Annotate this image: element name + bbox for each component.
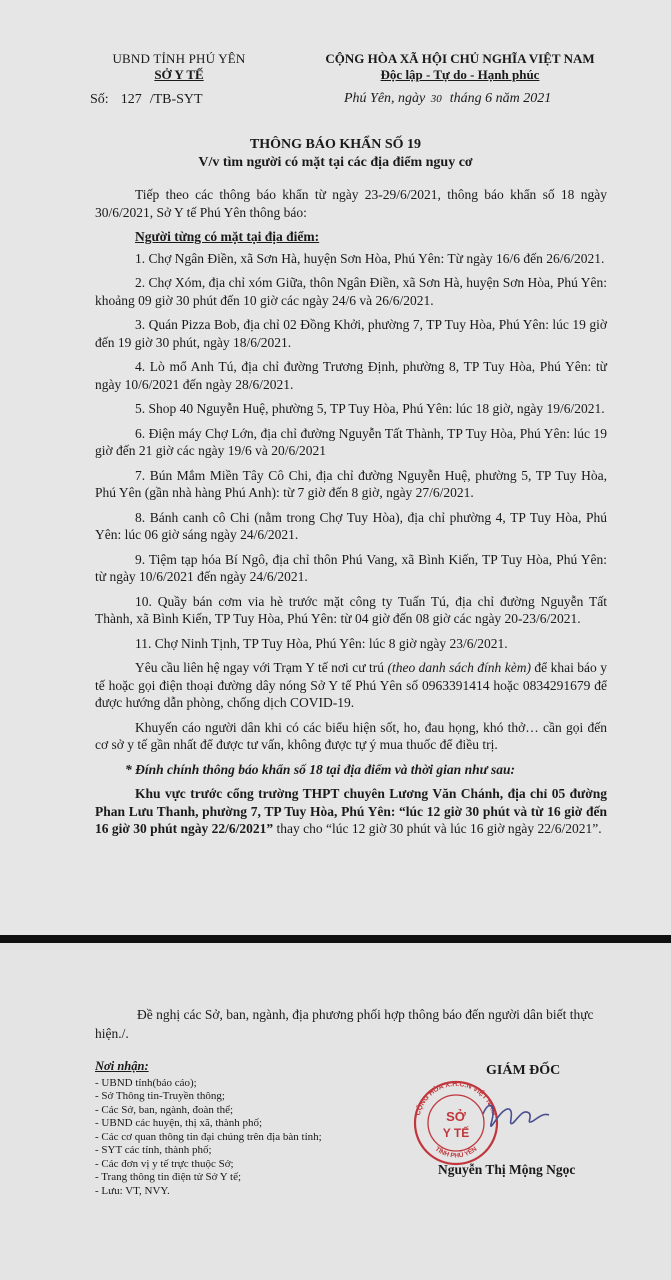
page-divider <box>0 935 671 943</box>
stamp-line-1: SỞ <box>446 1109 466 1124</box>
location-item: 5. Shop 40 Nguyễn Huệ, phường 5, TP Tuy Hòa, Phú Yên: lúc 18 giờ, ngày 19/6/2021. <box>135 401 605 416</box>
location-item: 7. Bún Mắm Miền Tây Cô Chi, địa chỉ đường Nguyễn Huệ, phường 5, TP Tuy Hòa, Phú Yên (gần nhà hàng Phú Anh): từ 7 giờ đến 8 giờ, ngày 27/6/2021. <box>95 467 607 500</box>
agency-org: UBND TỈNH PHÚ YÊN <box>112 51 246 66</box>
recipient-item: - Các cơ quan thông tin đại chúng trên địa bàn tỉnh; <box>95 1130 322 1143</box>
doc-number-value: 127 <box>120 92 142 107</box>
signer-title: GIÁM ĐỐC <box>486 1063 561 1078</box>
document-number <box>90 92 203 108</box>
issuing-agency <box>104 51 254 83</box>
request-paragraph <box>95 659 607 712</box>
recipients-block <box>95 1060 322 1198</box>
stamp-ring-text: CỘNG HÒA X.H.C.N VIỆT NAM <box>414 1080 498 1117</box>
recipient-item: - UBND các huyện, thị xã, thành phố; <box>95 1117 263 1129</box>
date-day: 30 <box>430 93 442 105</box>
national-title <box>310 51 610 83</box>
recipient-item: - Lưu: VT, NVY. <box>95 1184 170 1197</box>
signature-mark <box>483 1105 549 1126</box>
agency-dept: SỞ Y TẾ <box>154 67 204 82</box>
notice-body <box>95 186 607 845</box>
location-item: 4. Lò mổ Anh Tú, địa chỉ đường Trương Định, phường 8, TP Tuy Hòa, Phú Yên: từ ngày 10/6/2021 đến ngày 28/6/2021. <box>95 359 607 392</box>
location-item: 11. Chợ Ninh Tịnh, TP Tuy Hòa, Phú Yên: lúc 8 giờ ngày 23/6/2021. <box>135 635 508 651</box>
intro-paragraph: Tiếp theo các thông báo khẩn từ ngày 23-29/6/2021, thông báo khẩn số 18 ngày 30/6/2021, Sở Y tế Phú Yên thông báo: <box>95 187 607 220</box>
country-name: CỘNG HÒA XÃ HỘI CHỦ NGHĨA VIỆT NAM <box>325 51 595 66</box>
location-item: 10. Quầy bán cơm via hè trước mặt công ty Tuấn Tú, địa chỉ đường Nguyễn Tất Thành, xã Bình Kiến, TP Tuy Hòa, Phú Yên: từ 04 giờ đến 08 giờ các ngày 20-23/6/2021. <box>95 593 607 626</box>
date-place: Phú Yên, ngày <box>344 91 426 106</box>
notice-subtitle: V/v tìm người có mặt tại các địa điểm nguy cơ <box>198 155 473 170</box>
location-item: 3. Quán Pizza Bob, địa chỉ 02 Đồng Khởi, phường 7, TP Tuy Hòa, Phú Yên: lúc 19 giờ đến 19 giờ 30 phút, ngày 18/6/2021. <box>95 317 607 350</box>
location-list <box>95 250 607 653</box>
location-item: 9. Tiệm tạp hóa Bí Ngô, địa chỉ thôn Phú Vang, xã Bình Kiến, TP Tuy Hòa, Phú Yên: từ ngày 10/6/2021 đến ngày 24/6/2021. <box>95 551 607 584</box>
correction-rest: thay cho “lúc 12 giờ 30 phút và lúc 16 giờ ngày 22/6/2021”. <box>273 821 602 836</box>
location-item: 8. Bánh canh cô Chi (nằm trong Chợ Tuy Hòa), địa chỉ phường 4, TP Tuy Hòa, Phú Yên: lúc 06 giờ sáng ngày 24/6/2021. <box>95 509 607 542</box>
location-item: 2. Chợ Xóm, địa chỉ xóm Giữa, thôn Ngân Điền, xã Sơn Hà, huyện Sơn Hòa, Phú Yên: khoảng 09 giờ 30 phút đến 10 giờ các ngày 24/6 và 26/6/2021. <box>95 275 607 308</box>
correction-bold: Khu vực trước cổng trường THPT chuyên Lương Văn Chánh, địa chỉ 05 đường Phan Lưu Thanh, phường 7, TP Tuy Hòa, Phú Yên: “lúc 12 giờ 30 phút và từ 16 giờ đến 16 giờ 30 phút ngày 22/6/2021” <box>95 786 607 836</box>
doc-number-prefix: Số: <box>90 92 109 107</box>
stamp-line-2: Y TẾ <box>442 1126 470 1140</box>
request-italic: (theo danh sách đính kèm) <box>387 660 531 675</box>
location-item: 1. Chợ Ngân Điền, xã Sơn Hà, huyện Sơn Hòa, Phú Yên: Từ ngày 16/6 đến 26/6/2021. <box>135 250 605 266</box>
date-rest: tháng 6 năm 2021 <box>449 91 552 106</box>
recipient-item: - Các Sở, ban, ngành, đoàn thể; <box>95 1103 234 1116</box>
recipient-item: - Trang thông tin điện tử Sở Y tế; <box>95 1171 242 1183</box>
correction-title: * Đính chính thông báo khẩn số 18 tại địa điểm và thời gian như sau: <box>125 761 516 777</box>
correction-paragraph <box>95 785 607 838</box>
recipients-list <box>95 1077 322 1199</box>
signer-name: Nguyễn Thị Mộng Ngọc <box>438 1162 576 1177</box>
document-page-2 <box>0 943 671 1280</box>
document-date <box>344 91 551 107</box>
recipients-label: Nơi nhận: <box>95 1059 149 1073</box>
recipient-item: - Các đơn vị y tế trực thuộc Sở; <box>95 1157 234 1170</box>
national-motto: Độc lập - Tự do - Hạnh phúc <box>380 67 540 82</box>
recipient-item: - SYT các tỉnh, thành phố; <box>95 1144 212 1156</box>
official-stamp <box>411 1079 561 1169</box>
doc-number-suffix: /TB-SYT <box>149 92 203 107</box>
closing-request: Đề nghị các Sở, ban, ngành, địa phương phối hợp thông báo đến người dân biết thực hiện./. <box>95 1007 594 1041</box>
request-text-b: để khai báo y tế hoặc gọi điện thoại đường dây nóng Sở Y tế Phú Yên số 0963391414 hoặc 0834291679 để được hướng dẫn phòng, chống dịch COVID-19. <box>95 660 607 710</box>
advice-paragraph: Khuyến cáo người dân khi có các biểu hiện sốt, ho, đau họng, khó thở… cần gọi đến cơ sở y tế gần nhất để được tư vấn, không được tự ý mua thuốc để điều trị. <box>95 719 607 752</box>
recipient-item: - UBND tỉnh(báo cáo); <box>95 1076 197 1089</box>
request-text-a: Yêu cầu liên hệ ngay với Trạm Y tế nơi cư trú <box>135 660 388 675</box>
notice-title <box>0 136 671 172</box>
location-item: 6. Điện máy Chợ Lớn, địa chỉ đường Nguyễn Tất Thành, TP Tuy Hòa, Phú Yên: lúc 19 giờ đến 21 giờ các ngày 19/6 và 20/6/2021 <box>95 425 607 458</box>
recipient-item: - Sở Thông tin-Truyền thông; <box>95 1090 225 1102</box>
stamp-bottom-text: TỈNH PHÚ YÊN <box>433 1145 479 1160</box>
section-title: Người từng có mặt tại địa điểm: <box>135 229 320 244</box>
notice-main-title: THÔNG BÁO KHẨN SỐ 19 <box>249 137 422 152</box>
